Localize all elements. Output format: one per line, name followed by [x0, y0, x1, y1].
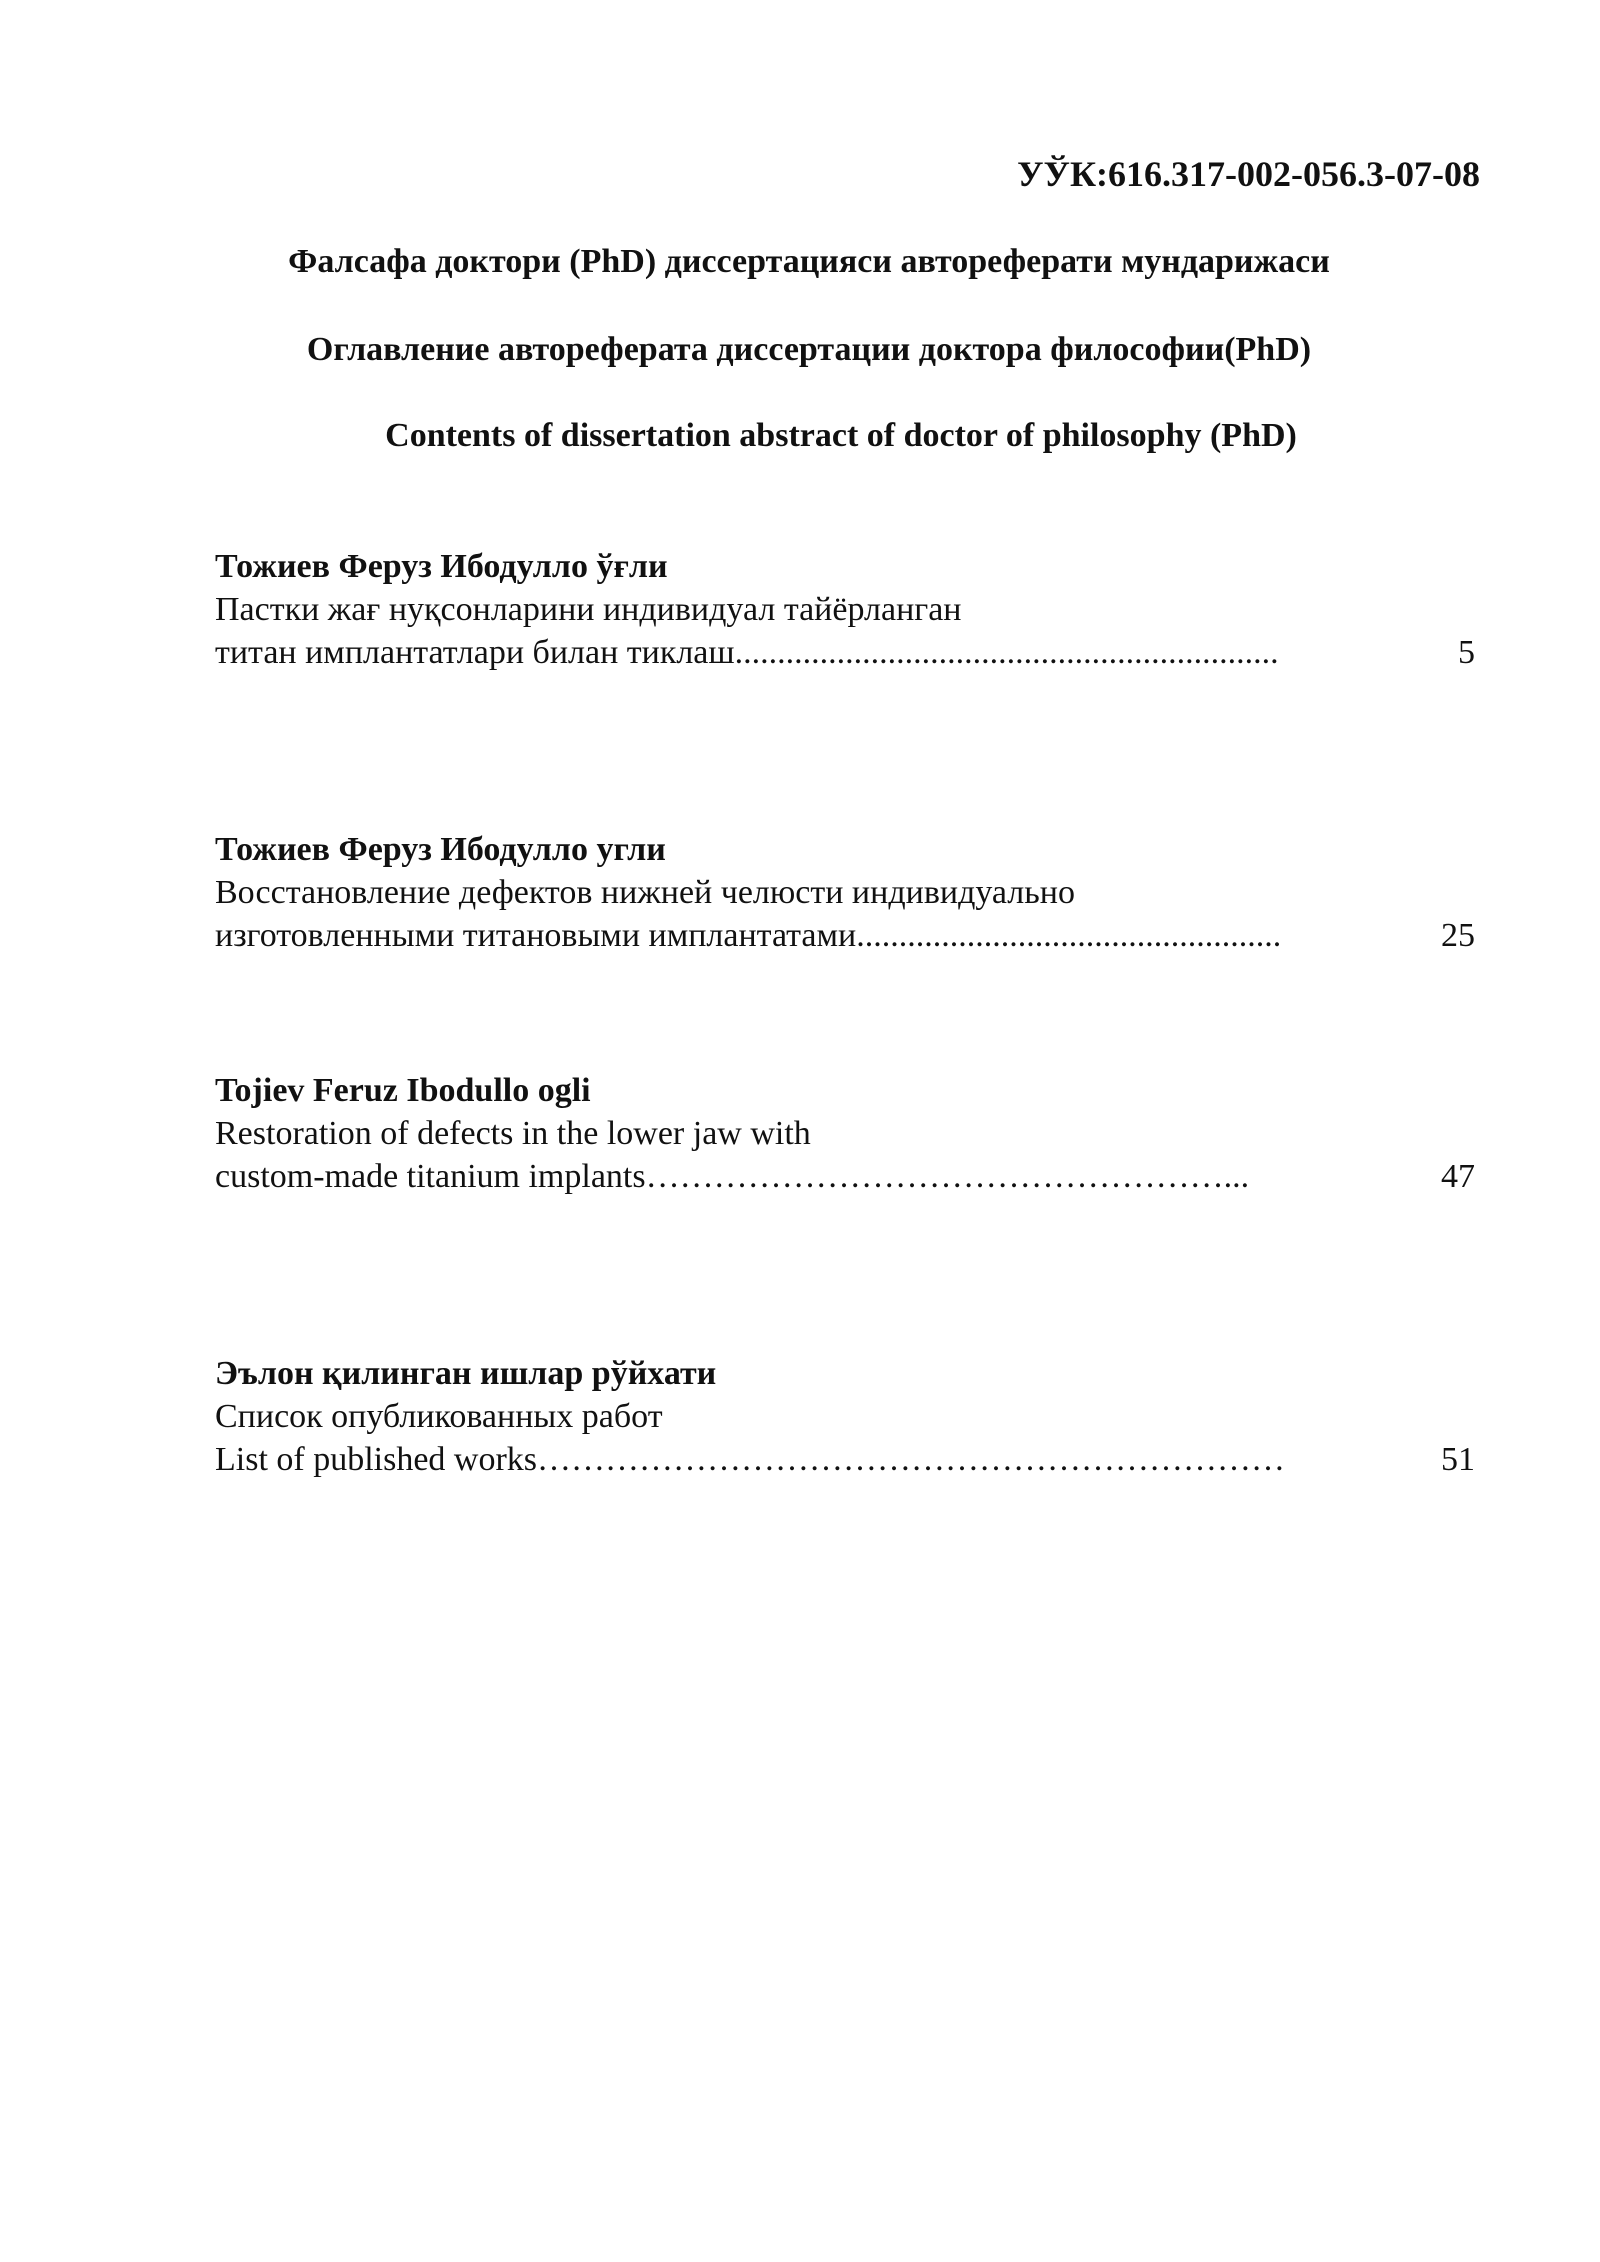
- contents-heading-en: Contents of dissertation abstract of doctor of philosophy (PhD): [385, 417, 1297, 454]
- toc-entry-last-line: [215, 914, 1475, 957]
- toc-entry-title-line-leader: custom-made titanium implants……………………………………………...: [215, 1158, 1250, 1195]
- contents-heading-uz: Фалсафа доктори (PhD) диссертацияси автореферати мундарижаси: [288, 243, 1330, 280]
- toc-entry-title-line-leader: изготовленными титановыми имплантатами..................................................: [215, 917, 1282, 954]
- toc-entry-author: Tojiev Feruz Ibodullo ogli: [215, 1072, 591, 1109]
- toc-entry-page-number: 47: [1441, 1158, 1475, 1195]
- toc-entry-last-line: [215, 631, 1475, 674]
- toc-entry-page-number: 5: [1458, 634, 1475, 671]
- toc-entry-author: Эълон қилинган ишлар рўйхати: [215, 1355, 717, 1392]
- toc-entry-title-line: Пастки жағ нуқсонларини индивидуал тайёрланган: [215, 591, 962, 628]
- toc-entry-author: Тожиев Феруз Ибодулло ўғли: [215, 548, 668, 585]
- toc-entry-title-line: Список опубликованных работ: [215, 1398, 663, 1435]
- toc-entry-last-line: [215, 1438, 1475, 1481]
- contents-heading-ru: Оглавление автореферата диссертации доктора философии(PhD): [306, 331, 1312, 368]
- toc-entry-uz: [215, 545, 1475, 674]
- toc-entry-title-line: Восстановление дефектов нижней челюсти индивидуально: [215, 874, 1075, 911]
- toc-entry-last-line: [215, 1155, 1475, 1198]
- toc-entry-publications: [215, 1352, 1475, 1481]
- toc-entry-page-number: 51: [1441, 1441, 1475, 1478]
- toc-entry-title-line-leader: титан имплантатлари билан тиклаш................................................................: [215, 634, 1279, 671]
- udc-code: УЎК:616.317-002-056.3-07-08: [1017, 154, 1480, 194]
- toc-entry-title-line: Restoration of defects in the lower jaw with: [215, 1115, 811, 1152]
- toc-entry-author: Тожиев Феруз Ибодулло угли: [215, 831, 666, 868]
- toc-entry-title-line-leader: List of published works…………………………………………………………: [215, 1441, 1286, 1478]
- toc-entry-page-number: 25: [1441, 917, 1475, 954]
- toc-entry-en: [215, 1069, 1475, 1198]
- toc-entry-ru: [215, 828, 1475, 957]
